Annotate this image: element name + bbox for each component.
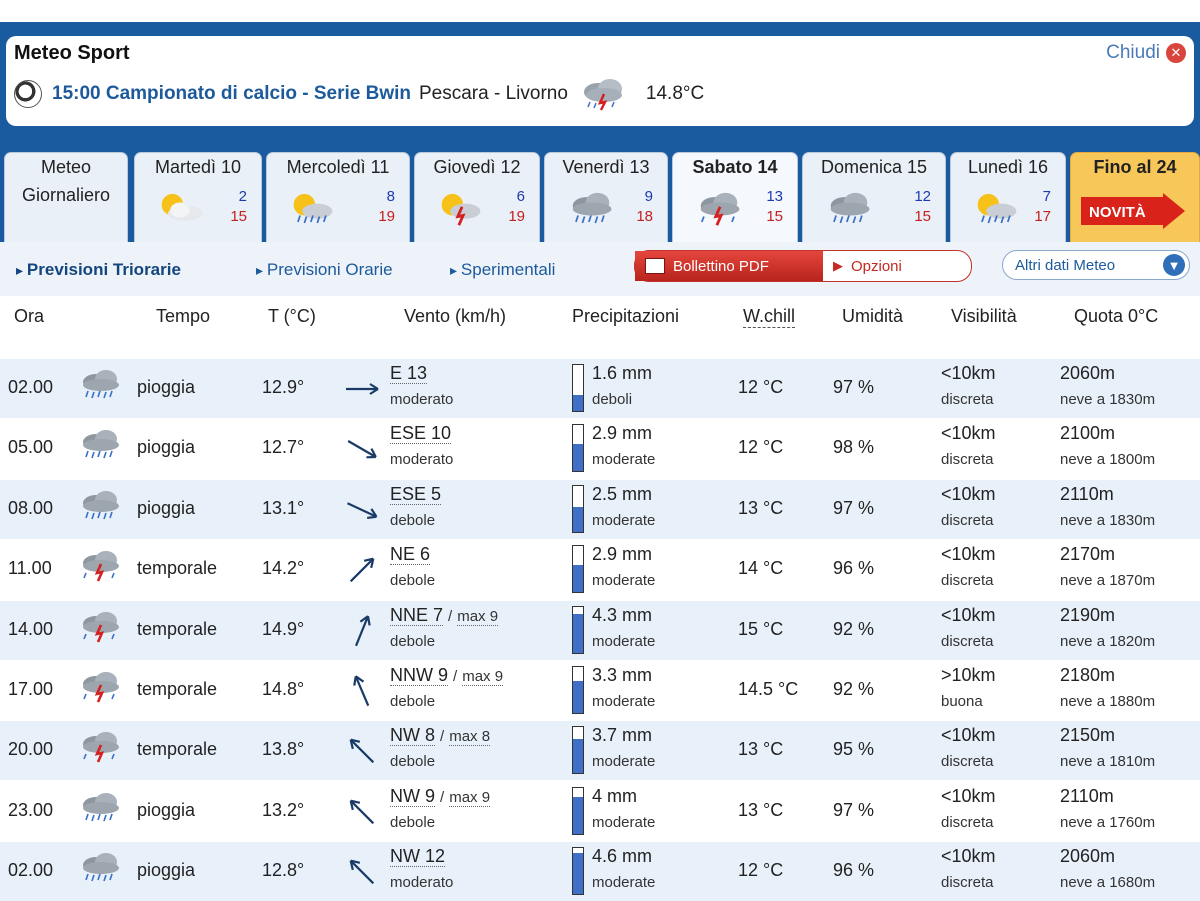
cell-temperatura: 14.9°: [262, 618, 305, 639]
cell-wind-chill: 13 °C: [738, 799, 784, 820]
cell-vento: [390, 846, 445, 867]
cell-temperatura: 12.7°: [262, 437, 305, 458]
wind-direction-arrow-icon: [340, 852, 384, 892]
thunderstorm-icon: [691, 189, 747, 229]
precip-gauge-fill: [573, 444, 583, 472]
wind-direction-arrow-icon: [340, 731, 384, 771]
cell-precip: 4.6 mm: [592, 846, 653, 867]
wind-direction-arrow-icon: [340, 369, 384, 409]
cell-neve: neve a 1830m: [1060, 511, 1156, 529]
table-row: [0, 660, 1200, 720]
cell-tempo: temporale: [137, 618, 218, 639]
row-weather-icon: [74, 727, 126, 772]
cell-precip: 4.3 mm: [592, 604, 653, 625]
cell-precip: 2.9 mm: [592, 423, 653, 444]
cell-tempo: pioggia: [137, 860, 196, 881]
cell-precip: 2.5 mm: [592, 483, 653, 504]
tab-meteo-giornaliero[interactable]: [4, 152, 128, 242]
cell-vento-desc: debole: [390, 813, 436, 831]
tab-label: Fino al 24: [1093, 157, 1177, 177]
precip-gauge-fill: [573, 681, 583, 713]
tab-temp-max: 7: [1042, 188, 1051, 205]
cell-precip: 3.7 mm: [592, 725, 653, 746]
close-icon: ✕: [1166, 43, 1186, 63]
cell-neve: neve a 1800m: [1060, 451, 1156, 469]
precip-gauge-fill: [573, 614, 583, 653]
table-row: [0, 479, 1200, 539]
cell-precip-desc: moderate: [592, 572, 656, 590]
cell-ora: 02.00: [8, 860, 54, 881]
wind-slash: /: [440, 788, 445, 806]
cell-neve: neve a 1820m: [1060, 632, 1156, 650]
col-tempo: Tempo: [156, 306, 211, 326]
cell-visibilita-desc: discreta: [941, 874, 994, 892]
tab-weather-icon: [821, 189, 877, 234]
cell-tempo: pioggia: [137, 437, 196, 458]
cell-temperatura: 13.1°: [262, 497, 305, 518]
tab-temp-max: 8: [386, 188, 395, 205]
soccer-ball-icon: [14, 80, 42, 108]
cell-vento-desc: moderato: [390, 391, 454, 408]
cell-precip: 2.9 mm: [592, 544, 653, 565]
table-row: [0, 720, 1200, 780]
cell-ora: 05.00: [8, 437, 54, 458]
cell-precip-desc: moderate: [592, 511, 656, 529]
wind-value: NNE 7: [390, 604, 444, 625]
cell-quota: 2190m: [1060, 604, 1116, 625]
cell-vento-desc: moderato: [390, 874, 454, 892]
cell-visibilita-desc: discreta: [941, 813, 994, 831]
cell-visibilita: <10km: [941, 785, 996, 806]
cell-umidita: 96 %: [833, 558, 875, 579]
tab-day-6[interactable]: [950, 152, 1066, 242]
precip-gauge: [572, 666, 584, 714]
tab-label-line1: Meteo: [40, 157, 92, 177]
precip-gauge-fill: [573, 739, 583, 774]
cell-ora: 20.00: [8, 739, 54, 760]
tab-weather-icon: [153, 189, 209, 234]
altri-dati-label: Altri dati Meteo: [1015, 256, 1116, 274]
rain-icon: [74, 365, 126, 405]
col-ora: Ora: [14, 306, 45, 326]
cell-tempo: temporale: [137, 558, 218, 579]
cell-vento: [390, 423, 451, 444]
cell-precip-desc: moderate: [592, 874, 656, 892]
row-weather-icon: [74, 848, 126, 893]
rain-icon: [74, 788, 126, 828]
cell-visibilita-desc: discreta: [941, 511, 994, 529]
wind-direction-arrow-icon: [340, 611, 384, 651]
sun-storm-icon: [433, 189, 489, 229]
tab-day-2[interactable]: [414, 152, 540, 242]
cell-umidita: 95 %: [833, 739, 875, 760]
wind-value: ESE 5: [390, 483, 442, 504]
wind-value: E 13: [390, 363, 428, 383]
wind-value: NNW 9: [390, 665, 448, 685]
precip-gauge: [572, 847, 584, 895]
tab-fino-al-24[interactable]: [1070, 152, 1200, 242]
tab-day-label: Lunedì 16: [967, 157, 1049, 177]
tab-label-line2: Giornaliero: [21, 185, 111, 205]
thunderstorm-icon: [74, 607, 126, 647]
bollettino-pdf-button[interactable]: [635, 251, 823, 281]
tab-previsioni-orarie[interactable]: ▸ Previsioni Orarie: [256, 260, 393, 280]
tab-temp-min: 17: [1034, 208, 1051, 225]
cell-wind-chill: 12 °C: [738, 437, 784, 458]
tab-weather-icon: [285, 189, 341, 234]
cell-vento-desc: debole: [390, 693, 436, 710]
wind-direction-arrow-icon: [340, 550, 384, 590]
cell-visibilita: <10km: [941, 544, 996, 565]
cell-quota: 2110m: [1060, 483, 1114, 504]
forecast-content: [0, 242, 1200, 892]
wind-direction-arrow-icon: [340, 671, 384, 711]
cell-umidita: 92 %: [833, 679, 875, 699]
cell-visibilita: <10km: [941, 363, 996, 383]
cell-umidita: 97 %: [833, 799, 875, 820]
row-weather-icon: [74, 486, 126, 531]
cell-visibilita-desc: discreta: [941, 753, 994, 771]
table-row: [0, 418, 1200, 478]
rain-icon: [74, 486, 126, 526]
cell-precip-desc: moderate: [592, 451, 656, 469]
cell-vento: [390, 363, 427, 384]
precip-gauge: [572, 485, 584, 533]
cell-temperatura: 14.2°: [262, 558, 305, 579]
cell-ora: 11.00: [8, 558, 52, 579]
altri-dati-meteo-button[interactable]: [1002, 250, 1190, 280]
cell-precip: 3.3 mm: [592, 665, 653, 685]
cell-vento: [390, 725, 490, 746]
cell-temperatura: 12.9°: [262, 377, 305, 397]
cell-umidita: 98 %: [833, 437, 875, 458]
cell-wind-chill: 13 °C: [738, 497, 784, 518]
cell-precip-desc: deboli: [592, 391, 633, 408]
cell-ora: 08.00: [8, 497, 54, 518]
thunderstorm-icon: [74, 727, 126, 767]
tab-temp-max: 6: [516, 188, 525, 205]
wind-direction-arrow-icon: [340, 429, 384, 469]
tab-day-label: Giovedì 12: [433, 157, 521, 177]
tab-day-label: Mercoledì 11: [286, 157, 390, 177]
cell-quota: 2060m: [1060, 363, 1116, 383]
cell-precip-desc: moderate: [592, 813, 656, 831]
row-weather-icon: [74, 425, 126, 470]
tab-day-4[interactable]: [672, 152, 798, 242]
col-quota-zero: Quota 0°C: [1074, 306, 1159, 326]
table-row: [0, 600, 1200, 660]
cell-vento-desc: debole: [390, 753, 436, 771]
tab-temp-max: 2: [238, 188, 247, 205]
bollettino-pdf-label: Bollettino PDF: [673, 257, 769, 275]
rain-icon: [74, 425, 126, 465]
match-temperature: 14.8°C: [645, 83, 705, 104]
cell-neve: neve a 1810m: [1060, 753, 1156, 771]
cell-visibilita-desc: discreta: [941, 632, 994, 650]
thunderstorm-icon: [578, 76, 630, 112]
tab-day-label: Venerdì 13: [562, 157, 650, 177]
cell-precip-desc: moderate: [592, 632, 656, 650]
close-label: Chiudi: [1106, 42, 1160, 63]
cell-ora: 17.00: [8, 679, 54, 699]
tab-day-label: Domenica 15: [820, 157, 928, 177]
subnav-bar: [0, 242, 1200, 296]
tab-temp-min: 15: [230, 208, 247, 225]
cell-tempo: pioggia: [137, 497, 196, 518]
tab-day-5[interactable]: [802, 152, 946, 242]
tab-temp-min: 19: [508, 208, 525, 225]
tab-day-3[interactable]: [544, 152, 668, 242]
cell-neve: neve a 1830m: [1060, 391, 1156, 408]
precip-gauge: [572, 606, 584, 654]
cell-visibilita-desc: discreta: [941, 572, 994, 590]
cell-quota: 2150m: [1060, 725, 1116, 746]
tab-temp-max: 13: [766, 188, 783, 205]
tab-weather-icon: [433, 189, 489, 234]
precip-gauge: [572, 545, 584, 593]
wind-value: NW 9: [390, 785, 435, 806]
sun-rain-icon: [969, 189, 1025, 229]
precip-gauge: [572, 726, 584, 774]
cell-wind-chill: 13 °C: [738, 739, 784, 760]
cell-neve: neve a 1880m: [1060, 693, 1156, 710]
wind-value: NW 12: [390, 846, 446, 867]
precip-gauge: [572, 787, 584, 835]
wind-max: max 9: [449, 788, 491, 806]
tab-weather-icon: [691, 189, 747, 234]
cell-visibilita: <10km: [941, 604, 996, 625]
cell-precip-desc: moderate: [592, 753, 656, 771]
col-precipitazioni: Precipitazioni: [572, 306, 680, 326]
close-button[interactable]: [1106, 42, 1186, 64]
cell-tempo: temporale: [137, 679, 218, 699]
tab-previsioni-triorarie[interactable]: ▸ Previsioni Triorarie: [16, 260, 181, 280]
precip-gauge-fill: [573, 565, 583, 593]
cell-vento: [390, 544, 430, 565]
tab-temp-max: 9: [644, 188, 653, 205]
cell-vento-desc: moderato: [390, 451, 454, 469]
tab-day-label: Martedì 10: [154, 157, 242, 177]
row-weather-icon: [74, 365, 126, 410]
cell-wind-chill: 14 °C: [738, 558, 784, 579]
table-row: [0, 539, 1200, 599]
tab-sperimentali[interactable]: ▸ Sperimentali: [450, 260, 555, 280]
rain-icon: [74, 848, 126, 888]
play-arrow-icon: ▶: [833, 258, 843, 273]
cell-quota: 2180m: [1060, 665, 1116, 685]
pdf-icon: [645, 258, 665, 274]
cell-quota: 2110m: [1060, 785, 1114, 806]
wind-max: max 9: [462, 668, 504, 685]
opzioni-label: Opzioni: [851, 257, 902, 275]
cell-temperatura: 13.2°: [262, 799, 305, 820]
cell-wind-chill: 12 °C: [738, 860, 784, 881]
table-row: [0, 781, 1200, 841]
cell-temperatura: 12.8°: [262, 860, 305, 881]
cell-umidita: 97 %: [833, 377, 875, 397]
tab-temp-min: 18: [636, 208, 653, 225]
cell-visibilita-desc: discreta: [941, 451, 994, 469]
row-weather-icon: [74, 607, 126, 652]
widget-title: Meteo Sport: [14, 42, 130, 64]
cell-precip: 4 mm: [592, 785, 637, 806]
cell-tempo: pioggia: [137, 799, 196, 820]
cell-visibilita: <10km: [941, 423, 996, 444]
cell-quota: 2100m: [1060, 423, 1116, 444]
chevron-down-icon: ▼: [1163, 254, 1185, 276]
col-wind-chill[interactable]: W.chill: [743, 306, 796, 326]
cell-visibilita-desc: discreta: [941, 391, 994, 408]
wind-value: NE 6: [390, 544, 431, 565]
cell-vento: [390, 786, 490, 807]
novita-badge: [1081, 193, 1185, 229]
wind-max: max 9: [457, 607, 499, 625]
cloud-rain-icon: [563, 189, 619, 229]
wind-max: max 8: [449, 728, 491, 746]
tab-temp-min: 15: [766, 208, 783, 225]
precip-gauge: [572, 364, 584, 412]
cell-precip: 1.6 mm: [592, 363, 653, 383]
cell-neve: neve a 1760m: [1060, 813, 1156, 831]
cell-temperatura: 14.8°: [262, 679, 305, 699]
match-link[interactable]: 15:00 Campionato di calcio - Serie Bwin: [52, 83, 411, 104]
pdf-options-group: [634, 250, 972, 282]
opzioni-button[interactable]: [823, 251, 971, 281]
wind-slash: /: [448, 607, 453, 625]
tab-temp-max: 12: [914, 188, 931, 205]
header-panel: [6, 36, 1194, 126]
wind-slash: /: [440, 728, 445, 746]
tab-weather-icon: [969, 189, 1025, 234]
wind-direction-arrow-icon: [340, 490, 384, 530]
cell-visibilita: <10km: [941, 725, 996, 746]
cell-ora: 23.00: [8, 799, 54, 820]
cell-neve: neve a 1870m: [1060, 572, 1156, 590]
wind-value: NW 8: [390, 725, 435, 746]
tab-weather-icon: [563, 189, 619, 234]
tab-temp-min: 19: [378, 208, 395, 225]
cell-temperatura: 13.8°: [262, 739, 305, 760]
cell-vento-desc: debole: [390, 511, 436, 529]
partly-cloudy-icon: [153, 189, 209, 229]
precip-gauge-fill: [573, 507, 583, 532]
cell-vento: [390, 605, 498, 626]
cell-umidita: 96 %: [833, 860, 875, 881]
cell-vento-desc: debole: [390, 572, 436, 590]
cloud-rain-icon: [821, 189, 877, 229]
cell-tempo: pioggia: [137, 377, 196, 397]
precip-gauge: [572, 424, 584, 472]
cell-ora: 14.00: [8, 618, 54, 639]
col-umidita: Umidità: [842, 306, 904, 326]
precip-gauge-fill: [573, 395, 583, 411]
cell-quota: 2060m: [1060, 846, 1116, 867]
col-temperatura: T (°C): [268, 306, 316, 326]
row-weather-icon: [74, 788, 126, 833]
cell-visibilita: <10km: [941, 483, 996, 504]
cell-visibilita: >10km: [941, 665, 996, 685]
sun-rain-icon: [285, 189, 341, 229]
cell-wind-chill: 15 °C: [738, 618, 784, 639]
col-vento: Vento (km/h): [404, 306, 507, 326]
novita-label: NOVITÀ: [1089, 204, 1146, 221]
precip-gauge-fill: [573, 853, 583, 894]
cell-vento: [390, 665, 503, 686]
wind-value: ESE 10: [390, 423, 452, 444]
col-visibilita: Visibilità: [951, 306, 1017, 326]
cell-wind-chill: 14.5 °C: [738, 679, 799, 699]
cell-visibilita-desc: buona: [941, 693, 983, 710]
cell-visibilita: <10km: [941, 846, 996, 867]
cell-neve: neve a 1680m: [1060, 874, 1156, 892]
table-row: [0, 358, 1200, 418]
tab-day-1[interactable]: [266, 152, 410, 242]
table-row: [0, 841, 1200, 901]
day-tabs: [4, 152, 1200, 242]
wind-direction-arrow-icon: [340, 792, 384, 832]
cell-quota: 2170m: [1060, 544, 1116, 565]
cell-precip-desc: moderate: [592, 693, 656, 710]
cell-vento-desc: debole: [390, 632, 436, 650]
thunderstorm-icon: [74, 546, 126, 586]
cell-umidita: 92 %: [833, 618, 875, 639]
cell-ora: 02.00: [8, 377, 54, 397]
row-weather-icon: [74, 546, 126, 591]
row-weather-icon: [74, 667, 126, 712]
thunderstorm-icon: [74, 667, 126, 707]
tab-day-0[interactable]: [134, 152, 262, 242]
cell-umidita: 97 %: [833, 497, 875, 518]
cell-wind-chill: 12 °C: [738, 377, 784, 397]
tab-day-label: Sabato 14: [692, 157, 778, 177]
wind-slash: /: [453, 668, 458, 685]
cell-vento: [390, 484, 441, 505]
cell-tempo: temporale: [137, 739, 218, 760]
meteo-sport-widget: [0, 22, 1200, 892]
match-teams: Pescara - Livorno: [419, 83, 568, 104]
tab-temp-min: 15: [914, 208, 931, 225]
precip-gauge-fill: [573, 797, 583, 834]
match-info: [14, 76, 704, 112]
